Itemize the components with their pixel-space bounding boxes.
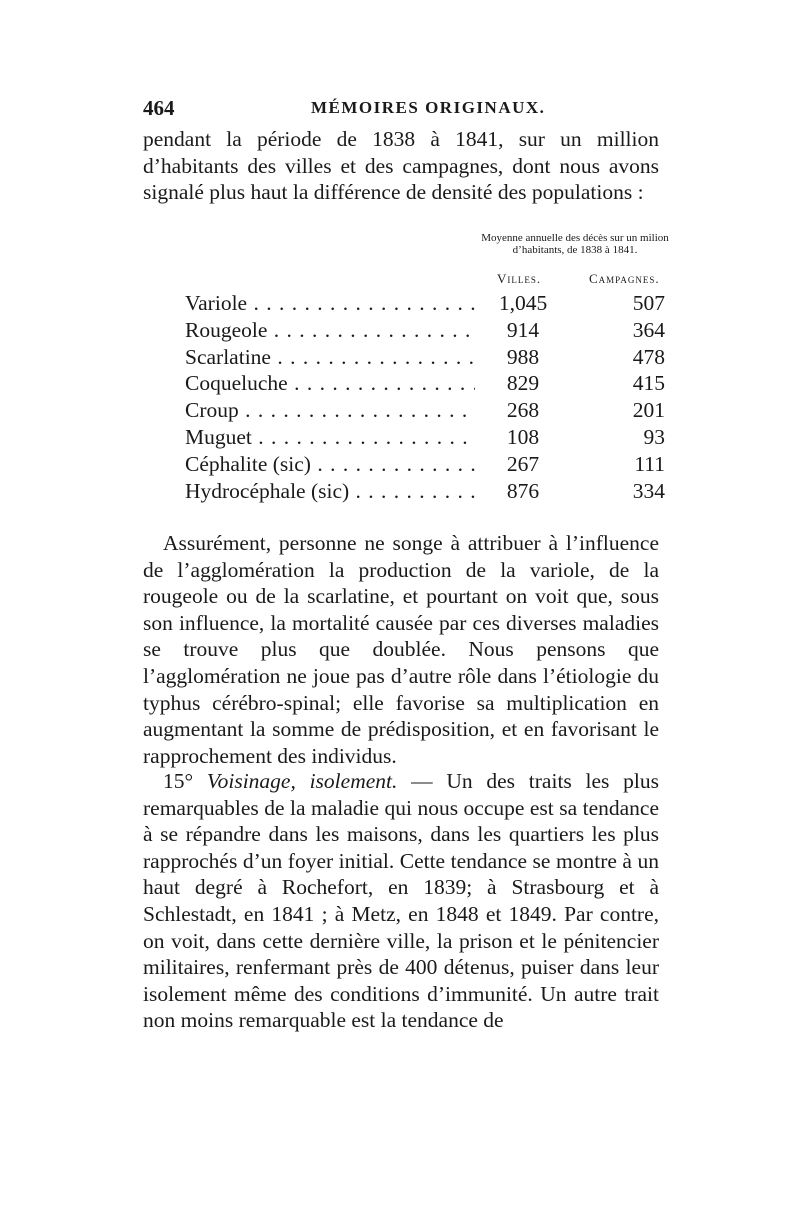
campagnes-value: 93 xyxy=(643,424,665,449)
page-header xyxy=(143,96,663,122)
section-15-paragraph xyxy=(143,768,659,1034)
campagnes-value: 364 xyxy=(632,317,665,342)
campagnes-value: 111 xyxy=(634,451,665,476)
table-row xyxy=(0,397,800,424)
table-row xyxy=(0,424,800,451)
disease-name: Variole . . . xyxy=(185,290,475,317)
table-caption: Moyenne annuelle des décès sur un milion d’habitants, de 1838 à 1841. xyxy=(481,232,669,256)
villes-value: 268 xyxy=(506,398,540,423)
section-number: 15° xyxy=(163,769,194,793)
villes-value: 108 xyxy=(506,424,540,449)
disease-name: Hydrocéphale (sic) . . . xyxy=(185,478,475,505)
disease-name: Scarlatine . . . xyxy=(185,344,475,371)
table-row xyxy=(0,290,800,317)
table-row xyxy=(0,478,800,505)
disease-name: Coqueluche . . . xyxy=(185,370,475,397)
column-header-campagnes: Campagnes. xyxy=(589,271,660,286)
disease-name: Muguet . . . xyxy=(185,424,475,451)
table-column-headers xyxy=(0,271,800,291)
section-text: — Un des traits les plus remarquables de la maladie qui nous occupe est sa tendance à se répandre dans les maisons, dans les quartiers les plus rapprochés d’un foyer initial. Cette tendance se montre à un haut degré à Rochefort, en 1839; à Strasbourg et à Schlestadt, en 1841 ; à Metz, en 1848 et 1849. Par contre, on voit, dans cette dernière ville, la prison et le pénitencier militaires, renfermant près de 400 détenus, puiser dans leur isolement même des conditions d’immunité. Un autre trait non moins remarquable est la tendance de xyxy=(143,769,660,1033)
table-row xyxy=(0,370,800,397)
disease-name: Croup . . . xyxy=(185,397,475,424)
disease-name: Rougeole . . . xyxy=(185,317,475,344)
campagnes-value: 201 xyxy=(632,398,665,423)
campagnes-value: 415 xyxy=(632,371,665,396)
page-number: 464 xyxy=(143,96,175,120)
villes-value: 267 xyxy=(506,451,540,476)
running-title: MÉMOIRES ORIGINAUX. xyxy=(311,98,546,117)
column-header-villes: Villes. xyxy=(497,271,542,286)
intro-paragraph: pendant la période de 1838 à 1841, sur un million d’habitants des villes et des campagnes, dont nous avons signalé plus haut la différence de densité des populations : xyxy=(143,127,659,205)
table-row xyxy=(0,317,800,344)
mortality-table xyxy=(0,290,800,504)
villes-value: 914 xyxy=(506,317,540,342)
villes-value: 876 xyxy=(506,478,540,503)
villes-value: 829 xyxy=(506,371,540,396)
assurement-paragraph: Assurément, personne ne songe à attribuer à l’influence de l’agglomération la production de la variole, de la rougeole ou de la scarlatine, et pourtant on voit que, sous son influence, la mortalité causée par ces diverses maladies se trouve plus que doublée. Nous pensons que l’agglomération ne joue pas d’autre rôle dans l’étiologie du typhus cérébro-spinal; elle favorise sa multiplication en augmentant la somme de prédisposition, et en favorisant le rapprochement des individus. xyxy=(143,531,659,768)
disease-name: Céphalite (sic) . . . xyxy=(185,451,475,478)
campagnes-value: 334 xyxy=(632,478,665,503)
villes-value: 1,045 xyxy=(498,291,548,315)
campagnes-value: 478 xyxy=(632,344,665,369)
table-row xyxy=(0,451,800,478)
table-row xyxy=(0,344,800,371)
section-heading: Voisinage, isolement. xyxy=(206,769,398,793)
villes-value: 988 xyxy=(506,344,540,369)
campagnes-value: 507 xyxy=(632,291,665,315)
